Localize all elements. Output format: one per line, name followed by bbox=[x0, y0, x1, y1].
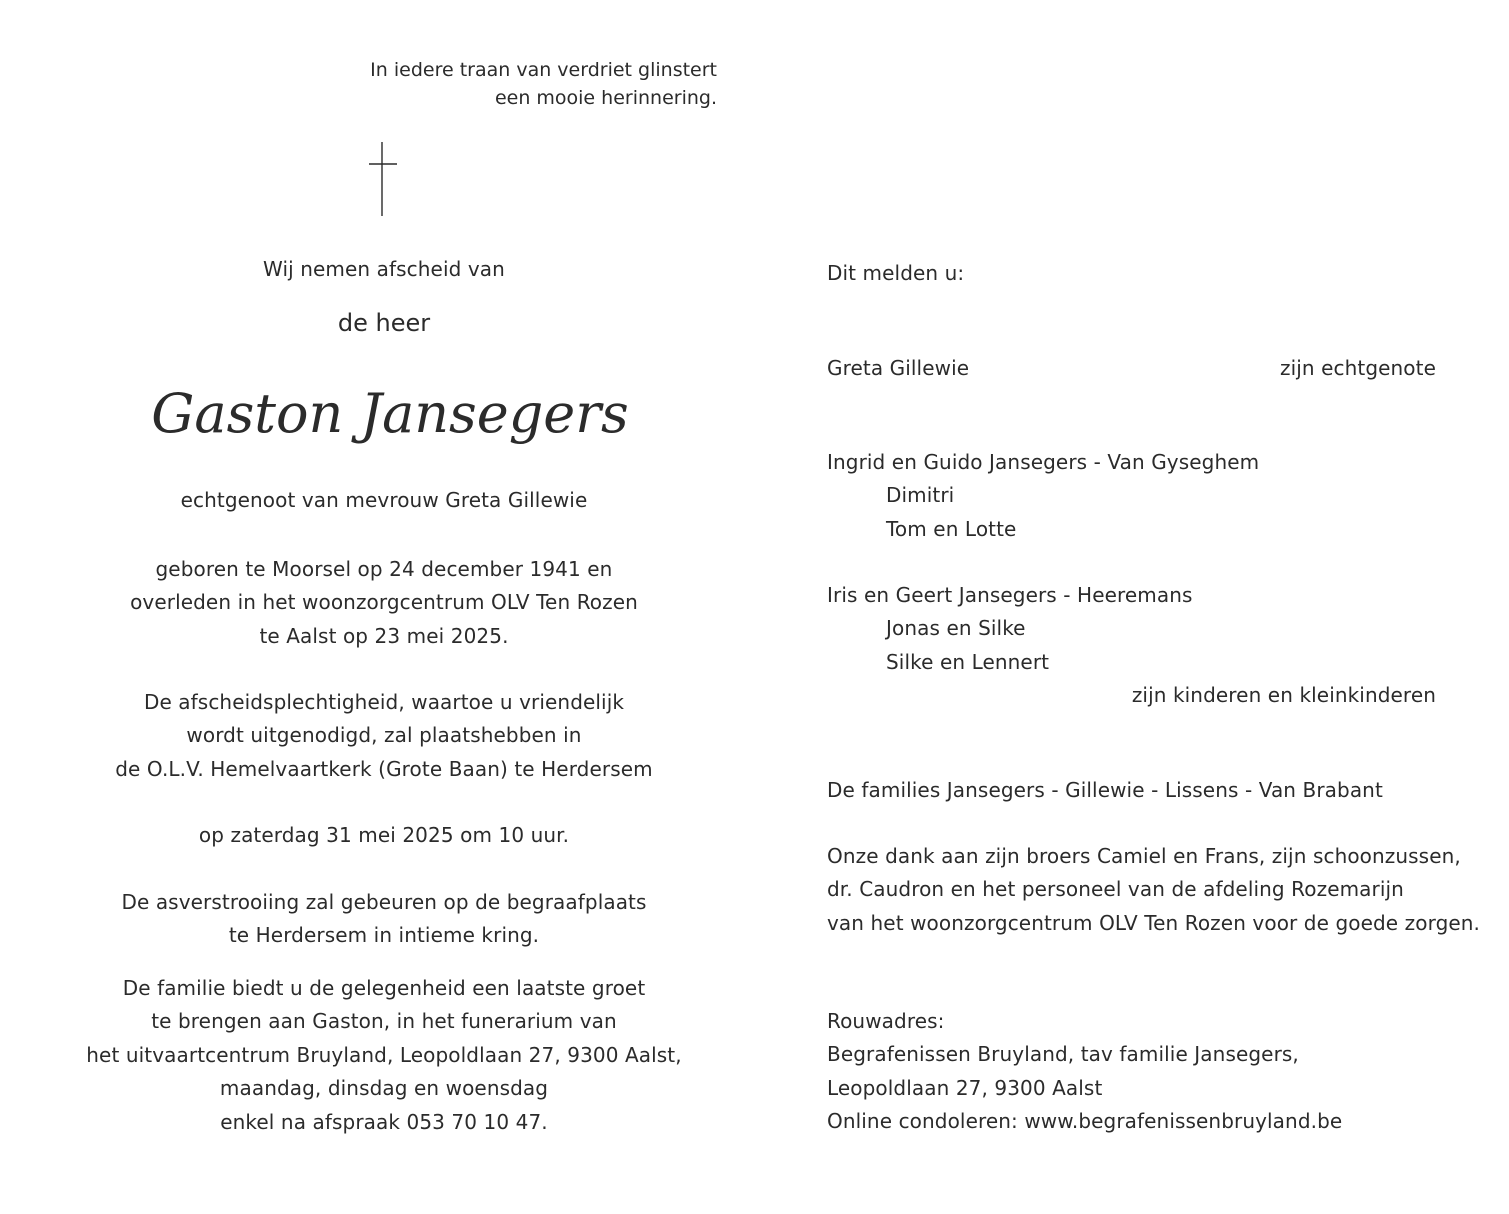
spouse-name: Greta Gillewie bbox=[827, 356, 970, 380]
visitation-line: maandag, dinsdag en woensdag bbox=[219, 1076, 549, 1101]
visitation-block bbox=[0, 972, 768, 1139]
deceased-name-text: Gaston Jansegers bbox=[151, 382, 629, 445]
ceremony-block bbox=[0, 686, 768, 786]
birth-death-line: te Aalst op 23 mei 2025. bbox=[259, 623, 509, 648]
thanks-line: dr. Caudron en het personeel van de afdeling Rozemarijn bbox=[827, 877, 1404, 902]
grandchild: Tom en Lotte bbox=[886, 516, 1017, 541]
birth-death-line: geboren te Moorsel op 24 december 1941 en bbox=[155, 557, 613, 581]
quote-line: In iedere traan van verdriet glinstert bbox=[370, 59, 717, 81]
visitation-line: enkel na afspraak 053 70 10 47. bbox=[220, 1109, 548, 1134]
title-text: de heer bbox=[337, 309, 431, 337]
address-block bbox=[827, 1005, 1342, 1139]
birth-death-block bbox=[0, 553, 768, 653]
families-text: De families Jansegers - Gillewie - Lissens - Van Brabant bbox=[827, 778, 1383, 802]
grandchild: Dimitri bbox=[886, 483, 955, 508]
ceremony-line: de O.L.V. Hemelvaartkerk (Grote Baan) te Herdersem bbox=[115, 756, 653, 781]
family-head: Iris en Geert Jansegers - Heeremans bbox=[827, 583, 1193, 607]
address-line: Online condoleren: www.begrafenissenbruyland.be bbox=[827, 1109, 1343, 1134]
ceremony-line: De afscheidsplechtigheid, waartoe u vriendelijk bbox=[143, 690, 625, 714]
visitation-line: te brengen aan Gaston, in het funerarium van bbox=[151, 1009, 617, 1034]
visitation-line: het uitvaartcentrum Bruyland, Leopoldlaan 27, 9300 Aalst, bbox=[86, 1042, 682, 1067]
ceremony-line: wordt uitgenodigd, zal plaatshebben in bbox=[186, 723, 582, 748]
address-line: Rouwadres: bbox=[827, 1009, 945, 1033]
thanks-block bbox=[827, 840, 1480, 940]
deceased-name bbox=[151, 370, 629, 470]
grandchild: Jonas en Silke bbox=[886, 616, 1026, 641]
intro-text: Wij nemen afscheid van bbox=[263, 257, 505, 281]
grandchild: Silke en Lennert bbox=[886, 649, 1050, 674]
cross-icon bbox=[369, 142, 397, 218]
ashes-line: te Herdersem in intieme kring. bbox=[228, 923, 540, 948]
address-line: Begrafenissen Bruyland, tav familie Jansegers, bbox=[827, 1042, 1299, 1067]
spouse-line: echtgenoot van mevrouw Greta Gillewie bbox=[180, 488, 588, 512]
ceremony-date: op zaterdag 31 mei 2025 om 10 uur. bbox=[198, 823, 570, 847]
thanks-line: Onze dank aan zijn broers Camiel en Frans, zijn schoonzussen, bbox=[827, 844, 1461, 868]
thanks-line: van het woonzorgcentrum OLV Ten Rozen voor de goede zorgen. bbox=[827, 910, 1480, 935]
spouse-role: zijn echtgenote bbox=[1279, 356, 1436, 380]
quote bbox=[370, 56, 717, 112]
address-line: Leopoldlaan 27, 9300 Aalst bbox=[827, 1075, 1103, 1100]
visitation-line: De familie biedt u de gelegenheid een laatste groet bbox=[122, 976, 646, 1000]
quote-line: een mooie herinnering. bbox=[494, 87, 717, 109]
announce-text: Dit melden u: bbox=[827, 261, 965, 285]
ashes-line: De asverstrooiing zal gebeuren op de begraafplaats bbox=[121, 890, 647, 914]
ashes-block bbox=[0, 886, 768, 953]
family-1 bbox=[827, 446, 1259, 546]
birth-death-line: overleden in het woonzorgcentrum OLV Ten Rozen bbox=[130, 590, 638, 615]
children-role: zijn kinderen en kleinkinderen bbox=[1131, 683, 1436, 707]
family-head: Ingrid en Guido Jansegers - Van Gyseghem bbox=[827, 450, 1260, 474]
family-2 bbox=[827, 579, 1193, 679]
